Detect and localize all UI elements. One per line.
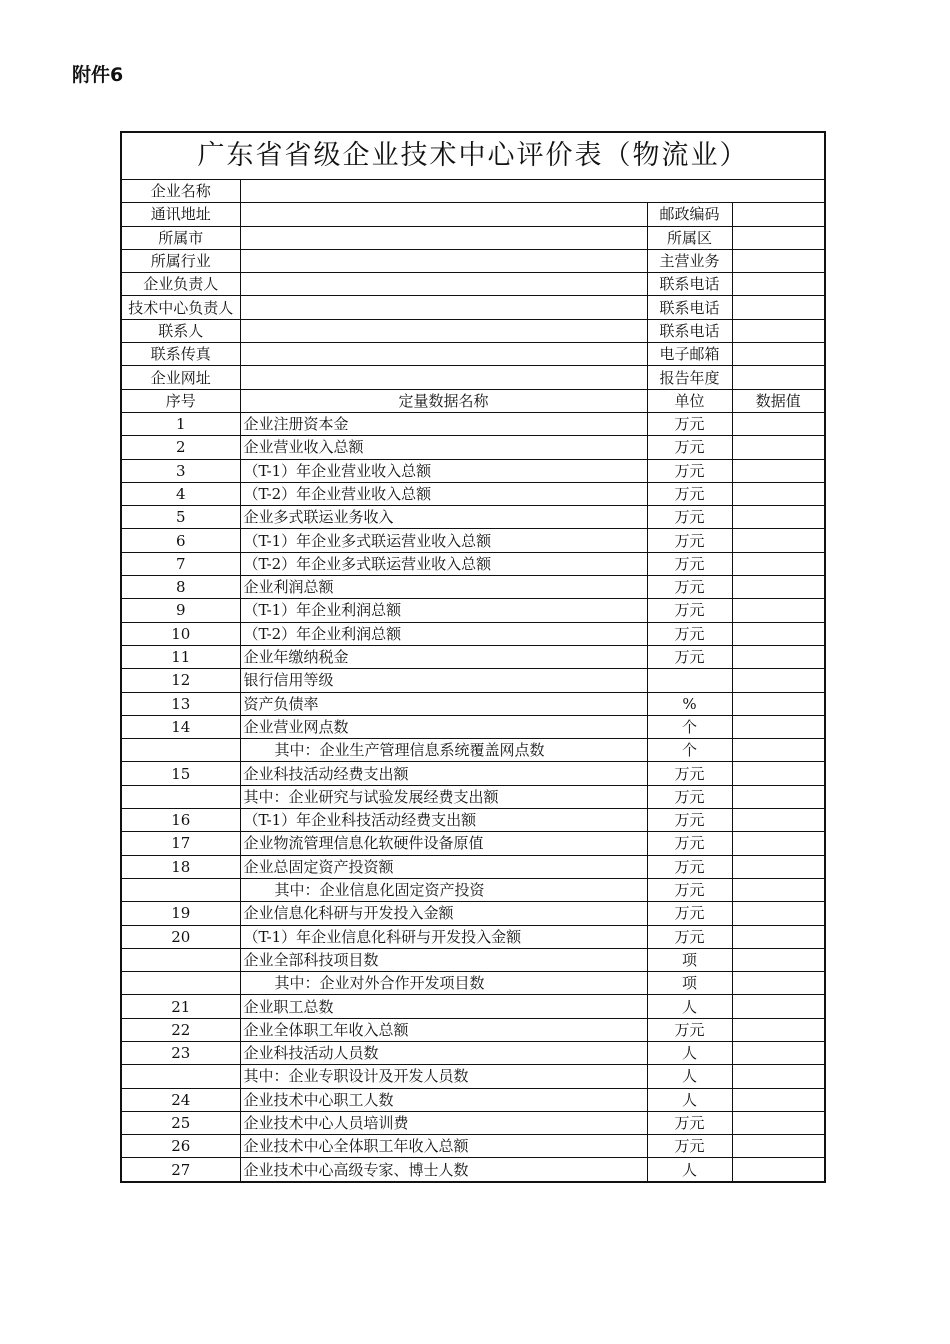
table-row [121,412,825,435]
row-name: （T-1）年企业营业收入总额 [240,459,647,482]
row-value-field[interactable] [732,692,825,715]
info-row [121,249,825,272]
row-name: 企业营业网点数 [240,715,647,738]
row-name: 企业技术中心高级专家、博士人数 [240,1158,647,1182]
row-seq: 23 [121,1041,240,1064]
table-row [121,715,825,738]
info-extra-label: 邮政编码 [647,203,732,226]
row-seq [121,785,240,808]
row-value-field[interactable] [732,459,825,482]
row-name: 企业营业收入总额 [240,436,647,459]
row-name: 企业技术中心职工人数 [240,1088,647,1111]
row-unit: 个 [647,739,732,762]
column-header-row [121,389,825,412]
row-name: 银行信用等级 [240,669,647,692]
table-row [121,506,825,529]
row-seq: 12 [121,669,240,692]
info-label: 联系人 [121,319,240,342]
row-unit [647,669,732,692]
table-row [121,925,825,948]
table-row [121,948,825,971]
row-name: 企业技术中心全体职工年收入总额 [240,1135,647,1158]
info-value-field[interactable] [240,296,647,319]
row-name: 企业科技活动人员数 [240,1041,647,1064]
table-row [121,669,825,692]
row-value-field[interactable] [732,855,825,878]
table-row [121,995,825,1018]
table-row [121,832,825,855]
info-row [121,319,825,342]
row-unit: % [647,692,732,715]
row-value-field[interactable] [732,1158,825,1182]
row-name: 其中：企业对外合作开发项目数 [240,972,647,995]
row-value-field[interactable] [732,645,825,668]
header-seq: 序号 [121,389,240,412]
info-row [121,366,825,389]
row-name: 其中：企业信息化固定资产投资 [240,878,647,901]
row-seq: 3 [121,459,240,482]
row-seq: 25 [121,1111,240,1134]
info-value-field[interactable] [240,343,647,366]
info-extra-label: 电子邮箱 [647,343,732,366]
row-unit: 万元 [647,622,732,645]
row-seq: 16 [121,809,240,832]
row-unit: 人 [647,1041,732,1064]
row-seq: 14 [121,715,240,738]
row-name: （T-1）年企业科技活动经费支出额 [240,809,647,832]
row-seq: 18 [121,855,240,878]
row-unit: 项 [647,948,732,971]
table-row [121,902,825,925]
row-seq: 24 [121,1088,240,1111]
info-label: 企业网址 [121,366,240,389]
info-row [121,296,825,319]
row-value-field[interactable] [732,599,825,622]
info-extra-value-field[interactable] [732,203,825,226]
table-row [121,459,825,482]
row-value-field[interactable] [732,762,825,785]
row-value-field[interactable] [732,739,825,762]
info-extra-value-field[interactable] [732,343,825,366]
row-unit: 万元 [647,482,732,505]
table-row [121,1111,825,1134]
row-value-field[interactable] [732,785,825,808]
row-name: 企业全部科技项目数 [240,948,647,971]
row-value-field[interactable] [732,715,825,738]
row-name: 资产负债率 [240,692,647,715]
row-seq [121,878,240,901]
info-label: 所属行业 [121,249,240,272]
row-seq: 7 [121,552,240,575]
table-row [121,645,825,668]
row-unit: 万元 [647,878,732,901]
row-name: 企业多式联运业务收入 [240,506,647,529]
info-row [121,180,825,203]
row-name: 企业注册资本金 [240,412,647,435]
row-unit: 万元 [647,599,732,622]
row-seq [121,948,240,971]
row-value-field[interactable] [732,1088,825,1111]
row-unit: 人 [647,1158,732,1182]
info-extra-value-field[interactable] [732,249,825,272]
row-seq: 11 [121,645,240,668]
row-value-field[interactable] [732,412,825,435]
row-seq: 1 [121,412,240,435]
row-name: （T-1）年企业多式联运营业收入总额 [240,529,647,552]
row-unit: 人 [647,1065,732,1088]
info-label: 技术中心负责人 [121,296,240,319]
table-row [121,739,825,762]
info-extra-value-field[interactable] [732,296,825,319]
info-label: 企业名称 [121,180,240,203]
row-name: 其中：企业生产管理信息系统覆盖网点数 [240,739,647,762]
table-row [121,1018,825,1041]
row-seq: 8 [121,576,240,599]
row-seq: 2 [121,436,240,459]
row-seq: 13 [121,692,240,715]
table-row [121,762,825,785]
row-seq: 20 [121,925,240,948]
header-unit: 单位 [647,389,732,412]
row-name: 企业职工总数 [240,995,647,1018]
row-name: （T-2）年企业营业收入总额 [240,482,647,505]
row-name: 企业技术中心人员培训费 [240,1111,647,1134]
info-extra-label: 主营业务 [647,249,732,272]
info-extra-label: 联系电话 [647,319,732,342]
title-row [121,132,825,180]
row-seq: 17 [121,832,240,855]
table-row [121,622,825,645]
info-extra-label: 报告年度 [647,366,732,389]
row-seq [121,972,240,995]
info-extra-label: 联系电话 [647,273,732,296]
table-row [121,809,825,832]
row-unit: 万元 [647,1018,732,1041]
row-name: 其中：企业专职设计及开发人员数 [240,1065,647,1088]
row-value-field[interactable] [732,902,825,925]
table-row [121,1041,825,1064]
evaluation-table [120,131,826,1183]
row-unit: 万元 [647,925,732,948]
row-unit: 个 [647,715,732,738]
row-seq: 5 [121,506,240,529]
table-row [121,1158,825,1182]
row-value-field[interactable] [732,832,825,855]
table-row [121,529,825,552]
row-unit: 万元 [647,855,732,878]
row-name: 企业信息化科研与开发投入金额 [240,902,647,925]
table-row [121,482,825,505]
info-label: 通讯地址 [121,203,240,226]
row-unit: 万元 [647,832,732,855]
table-row [121,785,825,808]
row-name: （T-2）年企业多式联运营业收入总额 [240,552,647,575]
row-unit: 万元 [647,436,732,459]
info-row [121,273,825,296]
table-row [121,972,825,995]
info-extra-value-field[interactable] [732,273,825,296]
row-value-field[interactable] [732,1135,825,1158]
row-unit: 项 [647,972,732,995]
row-unit: 万元 [647,1111,732,1134]
row-seq: 27 [121,1158,240,1182]
info-extra-label: 联系电话 [647,296,732,319]
table-title: 广东省省级企业技术中心评价表（物流业） [121,132,825,180]
row-seq [121,1065,240,1088]
row-value-field[interactable] [732,1065,825,1088]
row-value-field[interactable] [732,576,825,599]
row-seq: 22 [121,1018,240,1041]
table-row [121,576,825,599]
row-value-field[interactable] [732,436,825,459]
row-seq [121,739,240,762]
row-unit: 万元 [647,902,732,925]
table-row [121,1065,825,1088]
table-body [121,132,825,1182]
row-unit: 万元 [647,506,732,529]
table-row [121,552,825,575]
info-extra-label: 所属区 [647,226,732,249]
row-unit: 万元 [647,576,732,599]
info-value-field[interactable] [240,203,647,226]
row-value-field[interactable] [732,529,825,552]
info-extra-value-field[interactable] [732,366,825,389]
info-value-field[interactable] [240,366,647,389]
info-label: 所属市 [121,226,240,249]
info-row [121,226,825,249]
info-row [121,343,825,366]
table-row [121,855,825,878]
row-value-field[interactable] [732,552,825,575]
info-value-field[interactable] [240,180,825,203]
row-name: 企业科技活动经费支出额 [240,762,647,785]
row-seq: 6 [121,529,240,552]
info-label: 联系传真 [121,343,240,366]
row-name: （T-1）年企业信息化科研与开发投入金额 [240,925,647,948]
header-value: 数据值 [732,389,825,412]
info-label: 企业负责人 [121,273,240,296]
row-name: 企业利润总额 [240,576,647,599]
row-value-field[interactable] [732,482,825,505]
header-name: 定量数据名称 [240,389,647,412]
row-seq: 19 [121,902,240,925]
row-name: 企业全体职工年收入总额 [240,1018,647,1041]
table-row [121,878,825,901]
row-seq: 4 [121,482,240,505]
info-extra-value-field[interactable] [732,226,825,249]
row-seq: 15 [121,762,240,785]
table-row [121,1088,825,1111]
row-unit: 万元 [647,809,732,832]
row-name: 企业总固定资产投资额 [240,855,647,878]
row-unit: 人 [647,1088,732,1111]
row-value-field[interactable] [732,1041,825,1064]
row-unit: 万元 [647,762,732,785]
row-unit: 万元 [647,412,732,435]
info-value-field[interactable] [240,249,647,272]
row-value-field[interactable] [732,948,825,971]
row-unit: 万元 [647,785,732,808]
info-value-field[interactable] [240,319,647,342]
row-value-field[interactable] [732,809,825,832]
info-row [121,203,825,226]
row-seq: 10 [121,622,240,645]
row-seq: 9 [121,599,240,622]
row-name: 企业年缴纳税金 [240,645,647,668]
row-name: 企业物流管理信息化软硬件设备原值 [240,832,647,855]
row-value-field[interactable] [732,878,825,901]
row-unit: 万元 [647,459,732,482]
row-value-field[interactable] [732,506,825,529]
table-row [121,1135,825,1158]
row-unit: 人 [647,995,732,1018]
row-value-field[interactable] [732,669,825,692]
row-seq: 21 [121,995,240,1018]
table-row [121,436,825,459]
row-value-field[interactable] [732,925,825,948]
row-name: （T-1）年企业利润总额 [240,599,647,622]
row-unit: 万元 [647,645,732,668]
table-row [121,692,825,715]
row-value-field[interactable] [732,1018,825,1041]
row-name: 其中：企业研究与试验发展经费支出额 [240,785,647,808]
row-value-field[interactable] [732,622,825,645]
info-extra-value-field[interactable] [732,319,825,342]
row-value-field[interactable] [732,972,825,995]
info-value-field[interactable] [240,226,647,249]
info-value-field[interactable] [240,273,647,296]
row-unit: 万元 [647,529,732,552]
row-unit: 万元 [647,1135,732,1158]
row-seq: 26 [121,1135,240,1158]
attachment-label: 附件6 [72,64,124,86]
row-unit: 万元 [647,552,732,575]
row-name: （T-2）年企业利润总额 [240,622,647,645]
row-value-field[interactable] [732,1111,825,1134]
row-value-field[interactable] [732,995,825,1018]
table-row [121,599,825,622]
